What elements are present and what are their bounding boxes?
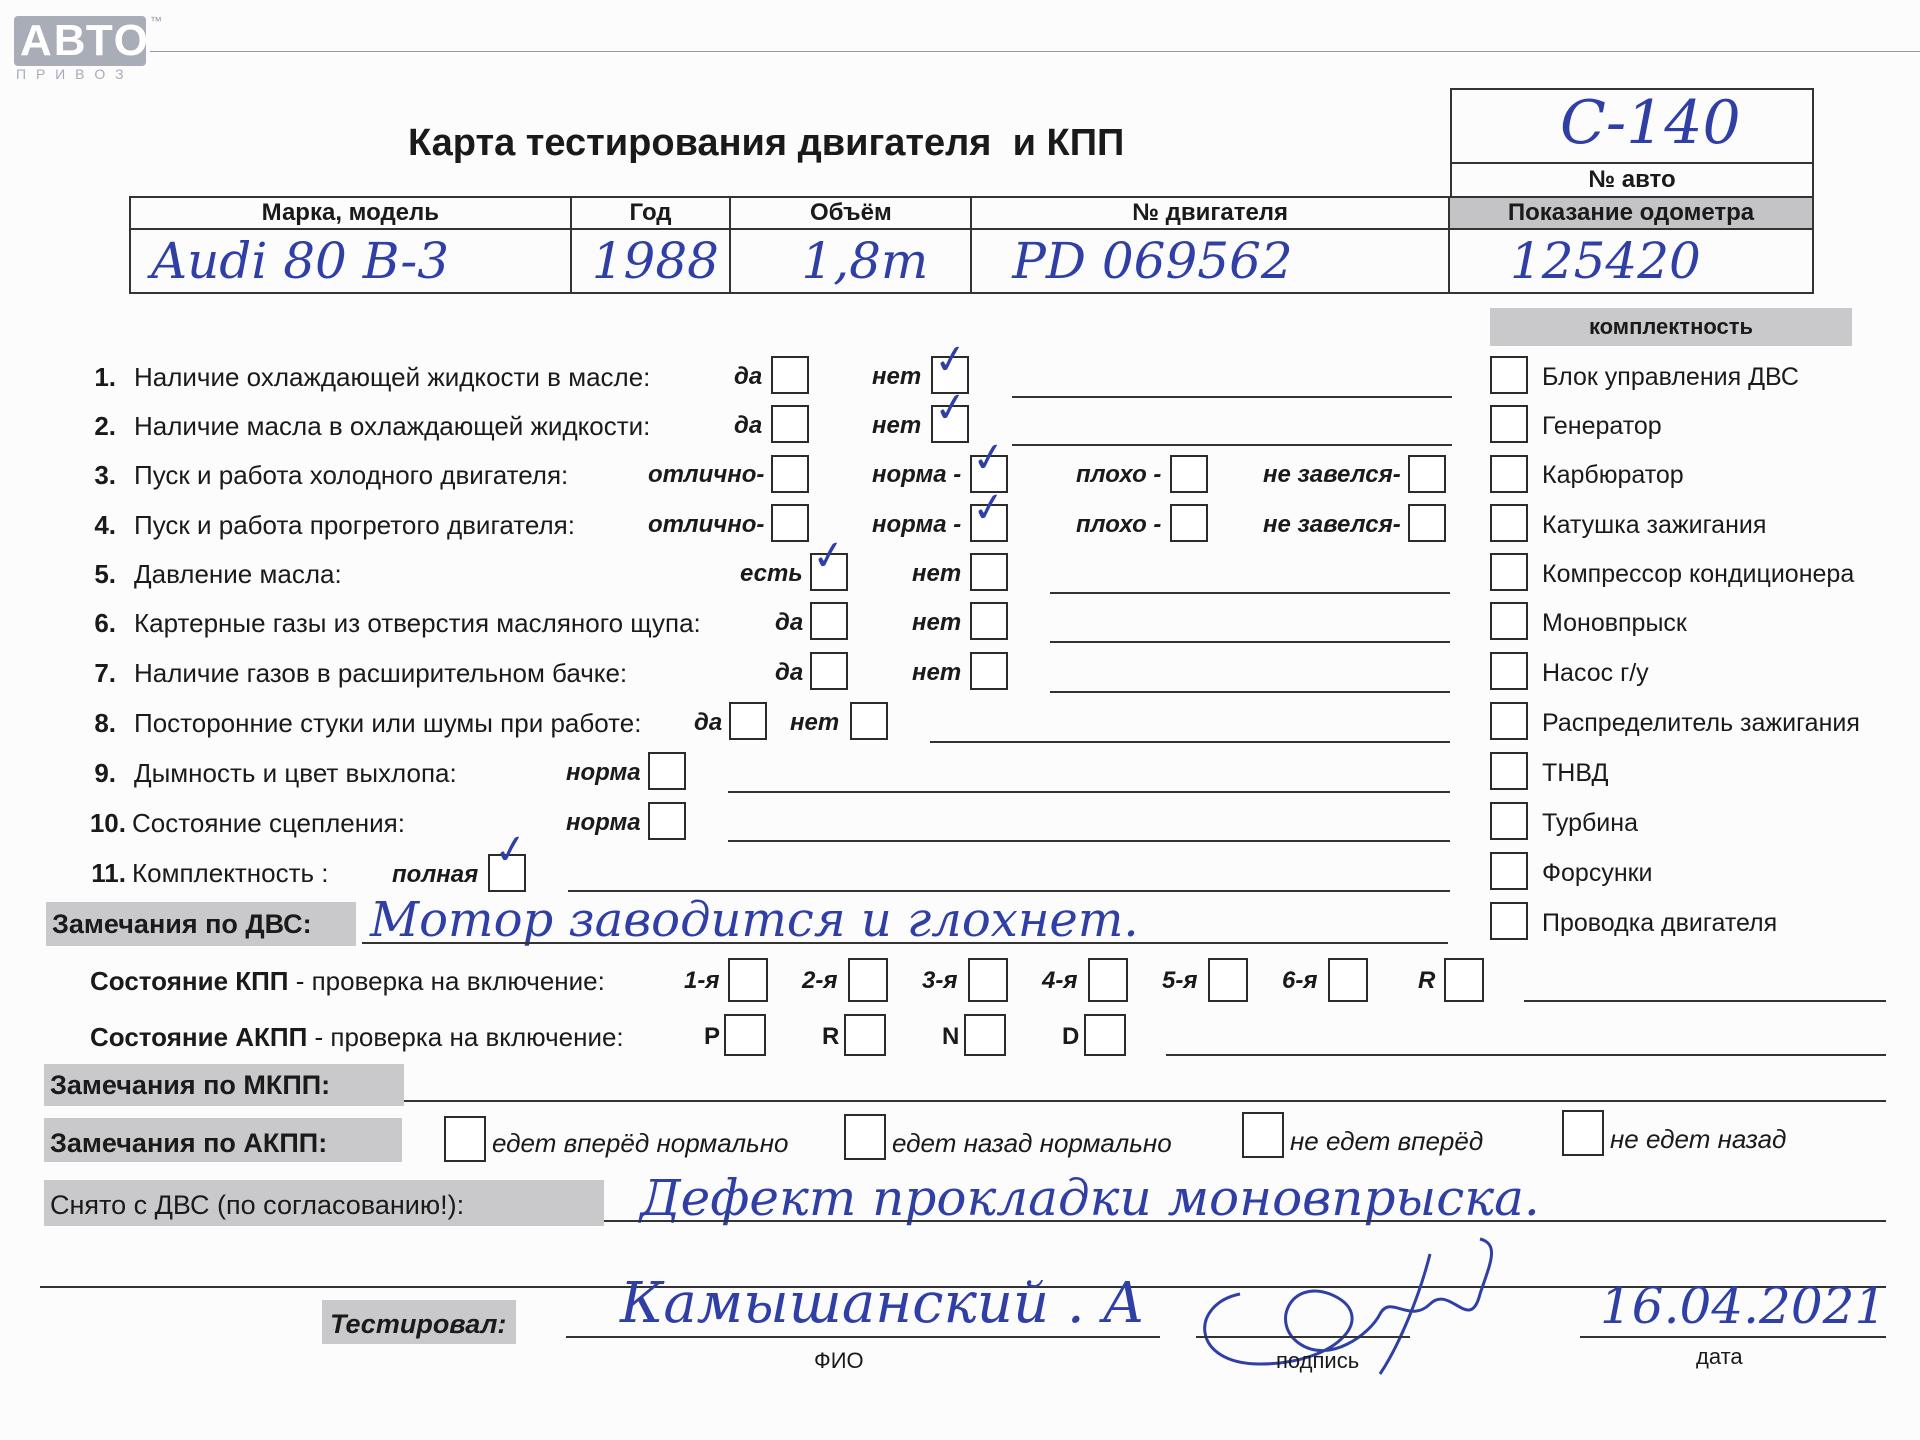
option-label: плохо - bbox=[1076, 511, 1162, 538]
engine-value: PD 069562 bbox=[1012, 232, 1293, 290]
completeness-checkbox[interactable] bbox=[1490, 405, 1528, 443]
gear-checkbox[interactable] bbox=[1444, 958, 1484, 1002]
option-label: нет bbox=[790, 709, 840, 736]
checkbox-bad[interactable] bbox=[1170, 504, 1208, 542]
option-label: норма - bbox=[872, 511, 962, 538]
checkbox-no[interactable] bbox=[970, 652, 1008, 690]
question-number: 1. bbox=[94, 362, 116, 392]
akpp-option-checkbox[interactable] bbox=[444, 1116, 486, 1162]
removed-label: Снято с ДВС (по согласованию!): bbox=[50, 1190, 465, 1220]
option-label: да bbox=[775, 659, 804, 686]
akpp-option-label: едет назад нормально bbox=[892, 1128, 1172, 1158]
gear-checkbox[interactable] bbox=[1208, 958, 1248, 1002]
question-number: 3. bbox=[94, 460, 116, 490]
question-text: Посторонние стуки или шумы при работе: bbox=[134, 708, 642, 738]
engine-value-cell bbox=[971, 229, 1449, 293]
completeness-item: Проводка двигателя bbox=[1542, 909, 1778, 937]
option-label: норма bbox=[566, 809, 641, 836]
checkbox-normal[interactable] bbox=[648, 802, 686, 840]
completeness-checkbox[interactable] bbox=[1490, 702, 1528, 740]
remarks-engine-label: Замечания по ДВС: bbox=[52, 909, 312, 939]
completeness-item: Распределитель зажигания bbox=[1542, 709, 1860, 737]
option-label: да bbox=[734, 412, 763, 439]
comment-line[interactable] bbox=[1050, 641, 1450, 643]
option-label: не завелся- bbox=[1263, 511, 1401, 538]
comment-line[interactable] bbox=[728, 840, 1450, 842]
completeness-checkbox[interactable] bbox=[1490, 504, 1528, 542]
checkbox-excellent[interactable] bbox=[771, 455, 809, 493]
checkbox-no[interactable] bbox=[970, 602, 1008, 640]
completeness-checkbox[interactable] bbox=[1490, 752, 1528, 790]
option-label: нет bbox=[912, 560, 962, 587]
kpp-label bbox=[90, 966, 605, 996]
remarks-engine-line bbox=[362, 942, 1448, 944]
checkbox-yes[interactable] bbox=[810, 652, 848, 690]
odometer-value-cell bbox=[1449, 229, 1813, 293]
year-label: Год bbox=[629, 199, 672, 226]
akpp-option-checkbox[interactable] bbox=[1562, 1110, 1604, 1156]
question-text: Пуск и работа прогретого двигателя: bbox=[134, 510, 575, 540]
akpp-gear-checkbox[interactable] bbox=[844, 1014, 886, 1056]
engine-label-cell bbox=[971, 197, 1449, 229]
akpp-gear-checkbox[interactable] bbox=[1084, 1014, 1126, 1056]
option-label: норма bbox=[566, 759, 641, 786]
make-value: Audi 80 B-3 bbox=[151, 232, 450, 290]
question-text: Наличие газов в расширительном бачке: bbox=[134, 658, 628, 688]
checkbox-yes[interactable] bbox=[810, 602, 848, 640]
year-label-cell bbox=[571, 197, 731, 229]
checkbox-yes[interactable] bbox=[771, 356, 809, 394]
completeness-item: Катушка зажигания bbox=[1542, 511, 1767, 539]
kpp-comment-line[interactable] bbox=[1524, 1000, 1886, 1002]
question-number: 5. bbox=[94, 559, 116, 589]
akpp-gear-label: P bbox=[704, 1023, 721, 1050]
odometer-label-cell bbox=[1449, 197, 1813, 229]
auto-number-label: № авто bbox=[1588, 166, 1676, 193]
date-line bbox=[1580, 1336, 1886, 1338]
option-label: нет bbox=[872, 412, 922, 439]
comment-line[interactable] bbox=[1012, 444, 1452, 446]
gear-checkbox[interactable] bbox=[848, 958, 888, 1002]
top-rule bbox=[150, 51, 1920, 52]
akpp-label-rest: - проверка на включение: bbox=[307, 1022, 624, 1052]
comment-line[interactable] bbox=[930, 741, 1450, 743]
make-label: Марка, модель bbox=[261, 199, 440, 226]
signature-line bbox=[1196, 1336, 1410, 1338]
checkbox-normal[interactable] bbox=[648, 752, 686, 790]
comment-line[interactable] bbox=[1050, 592, 1450, 594]
volume-label: Объём bbox=[809, 199, 892, 226]
gear-checkbox[interactable] bbox=[968, 958, 1008, 1002]
question-number: 7. bbox=[94, 658, 116, 688]
completeness-checkbox[interactable] bbox=[1490, 802, 1528, 840]
completeness-item: Насос г/у bbox=[1542, 659, 1649, 687]
completeness-checkbox[interactable] bbox=[1490, 553, 1528, 591]
akpp-gear-label: D bbox=[1062, 1023, 1080, 1050]
akpp-label-bold: Состояние АКПП bbox=[90, 1022, 308, 1052]
question-number: 9. bbox=[94, 758, 116, 788]
year-value-cell bbox=[571, 229, 731, 293]
gear-checkbox[interactable] bbox=[728, 958, 768, 1002]
remarks-engine-value[interactable]: Мотор заводится и глохнет. bbox=[370, 892, 1139, 948]
checkbox-absent[interactable] bbox=[970, 553, 1008, 591]
option-label: отлично- bbox=[648, 461, 765, 488]
question-number: 4. bbox=[94, 510, 116, 540]
option-label: есть bbox=[740, 560, 803, 587]
kpp-label-bold: Состояние КПП bbox=[90, 966, 289, 996]
completeness-item: Генератор bbox=[1542, 412, 1662, 440]
gear-label: 1-я bbox=[684, 967, 720, 994]
tested-label: Тестировал: bbox=[330, 1309, 507, 1339]
comment-line[interactable] bbox=[1050, 691, 1450, 693]
option-label: отлично- bbox=[648, 511, 765, 538]
odometer-value: 125420 bbox=[1510, 232, 1701, 290]
option-label: да bbox=[734, 363, 763, 390]
checkmark-icon: ✓ bbox=[969, 483, 1009, 533]
akpp-option-label: не едет вперёд bbox=[1290, 1126, 1484, 1156]
gear-label: 6-я bbox=[1282, 967, 1318, 994]
completeness-item: Турбина bbox=[1542, 809, 1638, 837]
checkmark-icon: ✓ bbox=[809, 531, 849, 581]
completeness-checkbox[interactable] bbox=[1490, 602, 1528, 640]
removed-value[interactable]: Дефект прокладки моновпрыска. bbox=[640, 1169, 1540, 1227]
gear-label: 3-я bbox=[922, 967, 958, 994]
completeness-item: Моновпрыск bbox=[1542, 609, 1687, 637]
checkmark-icon: ✓ bbox=[931, 335, 971, 385]
checkbox-yes[interactable] bbox=[729, 702, 767, 740]
gear-label: R bbox=[1418, 967, 1436, 994]
question-text: Пуск и работа холодного двигателя: bbox=[134, 460, 569, 490]
fio-line bbox=[566, 1336, 1160, 1338]
logo-subtitle: П Р И В О З bbox=[16, 66, 127, 82]
gear-checkbox[interactable] bbox=[1328, 958, 1368, 1002]
checkmark-icon: ✓ bbox=[931, 383, 971, 433]
completeness-title: комплектность bbox=[1588, 314, 1754, 339]
comment-line[interactable] bbox=[728, 791, 1450, 793]
completeness-item: Блок управления ДВС bbox=[1542, 363, 1799, 391]
test-date[interactable]: 16.04.2021 bbox=[1600, 1277, 1887, 1335]
akpp-gear-label: R bbox=[822, 1023, 840, 1050]
question-number: 11. bbox=[91, 858, 126, 888]
page-title: Карта тестирования двигателя и КПП bbox=[408, 122, 1125, 164]
remarks-mkpp-line[interactable] bbox=[404, 1100, 1886, 1102]
option-label: полная bbox=[392, 861, 479, 888]
make-label-cell bbox=[130, 197, 571, 229]
akpp-gear-checkbox[interactable] bbox=[964, 1014, 1006, 1056]
akpp-comment-line[interactable] bbox=[1166, 1054, 1886, 1056]
checkbox-excellent[interactable] bbox=[771, 504, 809, 542]
fio-label: ФИО bbox=[814, 1348, 864, 1373]
akpp-option-checkbox[interactable] bbox=[1242, 1112, 1284, 1158]
completeness-checkbox[interactable] bbox=[1490, 852, 1528, 890]
question-text: Комплектность : bbox=[132, 858, 329, 888]
auto-number-value: C-140 bbox=[1560, 88, 1741, 158]
checkmark-icon: ✓ bbox=[969, 433, 1009, 483]
completeness-checkbox[interactable] bbox=[1490, 356, 1528, 394]
completeness-checkbox[interactable] bbox=[1490, 902, 1528, 940]
year-value: 1988 bbox=[591, 232, 719, 290]
volume-value: 1,8m bbox=[801, 232, 929, 290]
completeness-checkbox[interactable] bbox=[1490, 652, 1528, 690]
question-number: 10. bbox=[89, 808, 126, 838]
option-label: норма - bbox=[872, 461, 962, 488]
checkbox-not-started[interactable] bbox=[1408, 455, 1446, 493]
akpp-option-label: не едет назад bbox=[1610, 1124, 1787, 1154]
comment-line[interactable] bbox=[1012, 396, 1452, 398]
checkbox-bad[interactable] bbox=[1170, 455, 1208, 493]
question-number: 2. bbox=[94, 411, 116, 441]
question-number: 6. bbox=[94, 608, 116, 638]
checkbox-not-started[interactable] bbox=[1408, 504, 1446, 542]
tester-name[interactable]: Камышанский . А bbox=[620, 1271, 1145, 1336]
option-label: нет bbox=[912, 659, 962, 686]
remarks-akpp-label: Замечания по АКПП: bbox=[50, 1128, 328, 1158]
gear-label: 5-я bbox=[1162, 967, 1198, 994]
question-text: Наличие масла в охлаждающей жидкости: bbox=[134, 411, 651, 441]
gear-label: 2-я bbox=[802, 967, 838, 994]
completeness-item: Форсунки bbox=[1542, 859, 1653, 887]
akpp-label bbox=[90, 1022, 624, 1052]
option-label: нет bbox=[912, 609, 962, 636]
engine-label: № двигателя bbox=[1132, 199, 1289, 226]
date-label: дата bbox=[1696, 1344, 1743, 1369]
option-label: да bbox=[775, 609, 804, 636]
completeness-item: Карбюратор bbox=[1542, 461, 1684, 489]
completeness-checkbox[interactable] bbox=[1490, 455, 1528, 493]
question-text: Наличие охлаждающей жидкости в масле: bbox=[134, 362, 651, 392]
question-number: 8. bbox=[94, 708, 116, 738]
removed-line bbox=[604, 1220, 1886, 1222]
checkbox-yes[interactable] bbox=[771, 405, 809, 443]
completeness-item: ТНВД bbox=[1542, 759, 1609, 787]
volume-value-cell bbox=[730, 229, 971, 293]
gear-label: 4-я bbox=[1042, 967, 1078, 994]
question-text: Картерные газы из отверстия масляного щупа: bbox=[134, 608, 701, 638]
make-value-cell bbox=[130, 229, 571, 293]
vehicle-header-table bbox=[129, 196, 1814, 294]
odometer-label: Показание одометра bbox=[1507, 199, 1755, 226]
akpp-gear-label: N bbox=[942, 1023, 960, 1050]
volume-label-cell bbox=[730, 197, 971, 229]
auto-number-divider bbox=[1450, 162, 1814, 164]
option-label: нет bbox=[872, 363, 922, 390]
checkmark-icon: ✓ bbox=[491, 825, 531, 875]
akpp-option-checkbox[interactable] bbox=[844, 1114, 886, 1160]
logo-tm: ™ bbox=[150, 14, 162, 28]
signature-label: подпись bbox=[1276, 1348, 1360, 1373]
kpp-label-rest: - проверка на включение: bbox=[288, 966, 605, 996]
akpp-option-label: едет вперёд нормально bbox=[492, 1128, 789, 1158]
option-label: да bbox=[694, 709, 723, 736]
gear-checkbox[interactable] bbox=[1088, 958, 1128, 1002]
logo-text: АВТО bbox=[20, 16, 150, 65]
question-text: Состояние сцепления: bbox=[132, 808, 405, 838]
option-label: не завелся- bbox=[1263, 461, 1401, 488]
completeness-item: Компрессор кондиционера bbox=[1542, 560, 1855, 588]
question-text: Давление масла: bbox=[134, 559, 342, 589]
remarks-mkpp-label: Замечания по МКПП: bbox=[50, 1070, 331, 1100]
option-label: плохо - bbox=[1076, 461, 1162, 488]
checkbox-no[interactable] bbox=[850, 702, 888, 740]
question-text: Дымность и цвет выхлопа: bbox=[134, 758, 457, 788]
akpp-gear-checkbox[interactable] bbox=[724, 1014, 766, 1056]
